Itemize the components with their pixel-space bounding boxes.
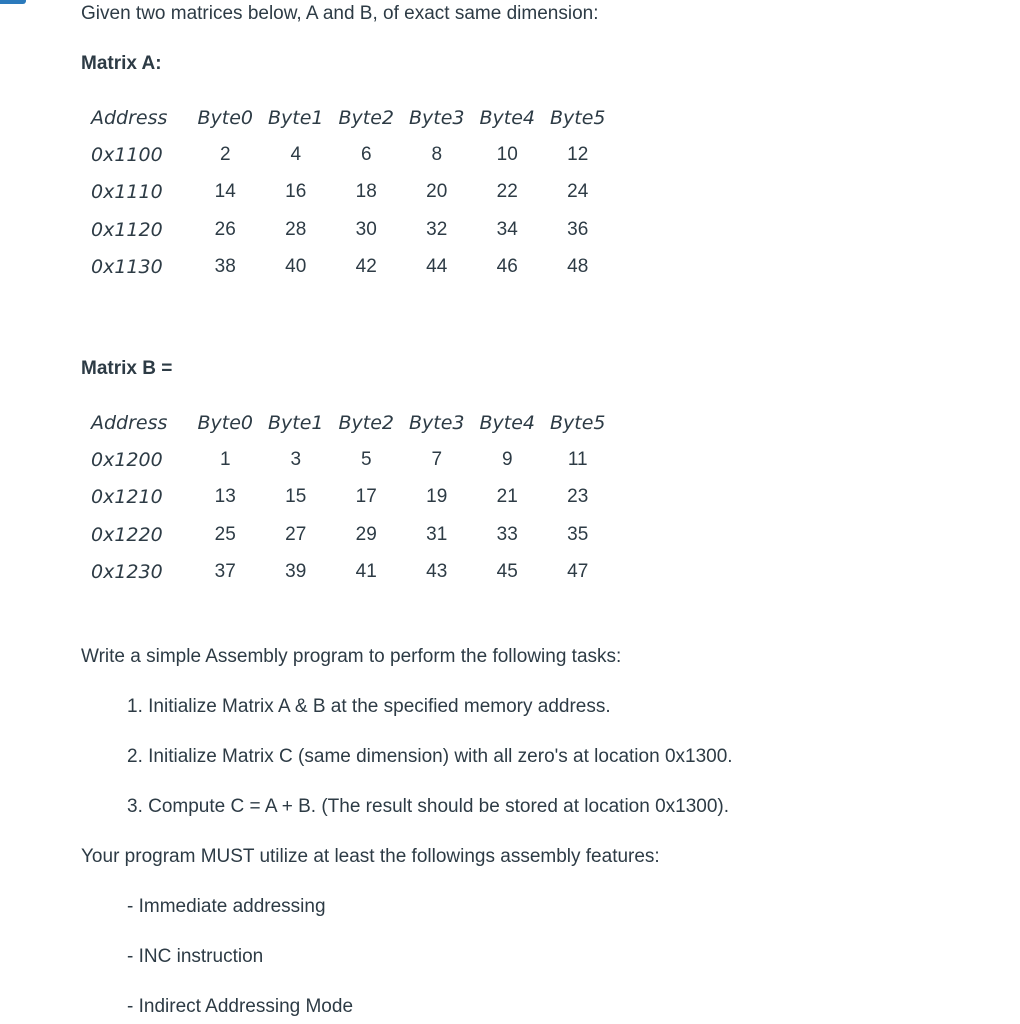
- tasks-intro: Write a simple Assembly program to perform the following tasks:: [81, 646, 622, 667]
- column-header: Address: [91, 106, 168, 129]
- value-cell: 17: [355, 486, 377, 508]
- value-cell: 29: [355, 523, 377, 545]
- table-row: [84, 479, 613, 516]
- column-header: Byte2: [338, 106, 394, 129]
- value-cell: 26: [214, 218, 236, 240]
- value-cell: 3: [290, 448, 302, 470]
- value-cell: 44: [426, 255, 448, 277]
- task-item: 1. Initialize Matrix A & B at the specified memory address.: [127, 696, 611, 717]
- value-cell: 8: [431, 143, 443, 165]
- value-cell: 31: [426, 523, 448, 545]
- value-cell: 19: [426, 486, 448, 508]
- value-cell: 1: [219, 448, 231, 470]
- value-cell: 9: [501, 448, 513, 470]
- window-edge-accent: [0, 0, 26, 4]
- table-header-row: [84, 99, 613, 136]
- column-header: Byte4: [479, 411, 535, 434]
- value-cell: 2: [219, 143, 231, 165]
- matrix-a-table: [84, 99, 613, 285]
- value-cell: 6: [360, 143, 372, 165]
- value-cell: 34: [496, 218, 518, 240]
- value-cell: 40: [285, 255, 307, 277]
- value-cell: 32: [426, 218, 448, 240]
- value-cell: 42: [355, 255, 377, 277]
- matrix-b-heading: Matrix B =: [81, 358, 173, 379]
- address-cell: 0x1230: [91, 560, 163, 583]
- value-cell: 37: [214, 560, 236, 582]
- table-row: [84, 136, 613, 173]
- address-cell: 0x1200: [91, 448, 163, 471]
- address-cell: 0x1110: [91, 181, 163, 204]
- value-cell: 21: [496, 486, 518, 508]
- column-header: Byte3: [408, 411, 465, 434]
- value-cell: 48: [567, 255, 589, 277]
- value-cell: 15: [285, 486, 307, 508]
- column-header: Byte0: [197, 411, 253, 434]
- value-cell: 10: [496, 143, 518, 165]
- table-row: [84, 553, 613, 590]
- address-cell: 0x1210: [91, 486, 163, 509]
- value-cell: 41: [355, 560, 377, 582]
- table-row: [84, 248, 613, 285]
- address-cell: 0x1220: [91, 523, 163, 546]
- value-cell: 4: [290, 143, 302, 165]
- value-cell: 11: [567, 448, 588, 470]
- column-header: Byte2: [338, 411, 394, 434]
- value-cell: 36: [567, 218, 589, 240]
- column-header: Address: [91, 411, 168, 434]
- value-cell: 14: [214, 181, 236, 203]
- address-cell: 0x1130: [91, 255, 163, 278]
- value-cell: 23: [567, 486, 589, 508]
- value-cell: 24: [567, 181, 589, 203]
- value-cell: 16: [285, 181, 307, 203]
- feature-item: - Immediate addressing: [127, 896, 326, 917]
- value-cell: 25: [214, 523, 236, 545]
- value-cell: 22: [496, 181, 518, 203]
- value-cell: 27: [285, 523, 307, 545]
- address-cell: 0x1120: [91, 218, 163, 241]
- value-cell: 12: [567, 143, 589, 165]
- intro-text: Given two matrices below, A and B, of exact same dimension:: [81, 3, 599, 24]
- value-cell: 18: [355, 181, 377, 203]
- value-cell: 46: [496, 255, 518, 277]
- value-cell: 28: [285, 218, 307, 240]
- value-cell: 45: [496, 560, 518, 582]
- value-cell: 39: [285, 560, 307, 582]
- address-cell: 0x1100: [91, 143, 163, 166]
- value-cell: 20: [426, 181, 448, 203]
- feature-item: - Indirect Addressing Mode: [127, 996, 354, 1017]
- table-row: [84, 516, 613, 553]
- column-header: Byte4: [479, 106, 535, 129]
- table-row: [84, 174, 613, 211]
- task-item: 2. Initialize Matrix C (same dimension) with all zero's at location 0x1300.: [127, 746, 733, 767]
- table-row: [84, 211, 613, 248]
- value-cell: 47: [567, 560, 589, 582]
- table-row: [84, 441, 613, 478]
- value-cell: 30: [355, 218, 377, 240]
- value-cell: 7: [431, 448, 443, 470]
- column-header: Byte5: [549, 106, 606, 129]
- value-cell: 38: [214, 255, 236, 277]
- value-cell: 33: [496, 523, 518, 545]
- value-cell: 5: [360, 448, 372, 470]
- column-header: Byte1: [267, 411, 324, 434]
- column-header: Byte5: [549, 411, 606, 434]
- table-header-row: [84, 404, 613, 441]
- value-cell: 13: [214, 486, 236, 508]
- value-cell: 35: [567, 523, 589, 545]
- feature-item: - INC instruction: [127, 946, 264, 967]
- matrix-a-heading: Matrix A:: [81, 53, 162, 74]
- column-header: Byte1: [267, 106, 324, 129]
- requirements-intro: Your program MUST utilize at least the followings assembly features:: [81, 846, 660, 867]
- value-cell: 43: [426, 560, 448, 582]
- task-item: 3. Compute C = A + B. (The result should be stored at location 0x1300).: [127, 796, 730, 817]
- column-header: Byte0: [197, 106, 253, 129]
- matrix-b-table: [84, 404, 613, 590]
- column-header: Byte3: [408, 106, 465, 129]
